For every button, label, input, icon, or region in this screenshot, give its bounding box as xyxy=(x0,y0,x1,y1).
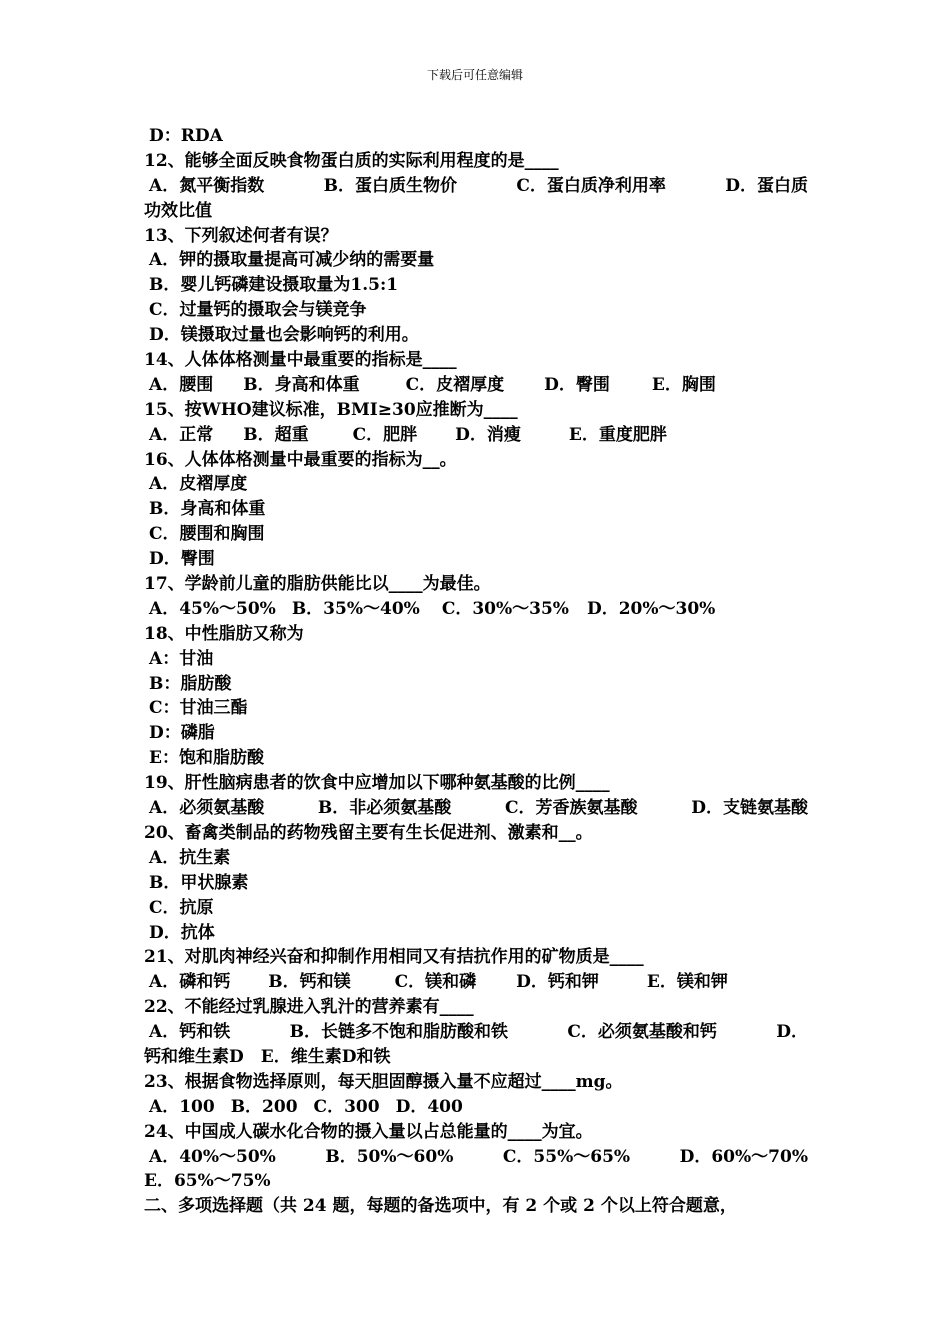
answer-option: B．钙和镁 xyxy=(268,972,351,993)
text-line: 20、畜禽类制品的药物残留主要有生长促进剂、激素和__。 xyxy=(144,822,593,843)
answer-option: A．腰围 xyxy=(149,374,214,395)
answer-option: D．支链氨基酸 xyxy=(691,798,808,819)
answer-option: B．蛋白质生物价 xyxy=(323,175,457,196)
answer-option: C．蛋白质净利用率 xyxy=(516,175,666,196)
answer-option: B．200 xyxy=(230,1096,298,1117)
answer-option: B．35%～40% xyxy=(291,598,420,619)
text-line: B．婴儿钙磷建设摄取量为1.5:1 xyxy=(149,275,399,296)
document-body xyxy=(144,124,808,1219)
text-line: A：甘油 xyxy=(149,648,214,669)
answer-option: E．胸围 xyxy=(651,374,716,395)
answer-option: A．必须氨基酸 xyxy=(149,798,265,819)
text-line: 15、按WHO建议标准，BMI≥30应推断为____ xyxy=(144,399,518,420)
text-line: E．65%～75% xyxy=(144,1171,271,1192)
text-line: B：脂肪酸 xyxy=(149,673,232,694)
answer-option: C．芳香族氨基酸 xyxy=(504,798,638,819)
option-row xyxy=(144,1095,808,1120)
option-row xyxy=(144,1145,808,1170)
text-line: C．过量钙的摄取会与镁竞争 xyxy=(149,300,367,321)
answer-option: B．长链多不饱和脂肪酸和铁 xyxy=(289,1022,508,1043)
text-line: C：甘油三酯 xyxy=(149,698,248,719)
text-line: A．抗生素 xyxy=(149,847,231,868)
answer-option: C．必须氨基酸和钙 xyxy=(567,1022,717,1043)
option-row xyxy=(144,423,808,448)
text-line: 14、人体体格测量中最重要的指标是____ xyxy=(144,350,457,371)
answer-option: D．消瘦 xyxy=(455,424,521,445)
answer-option: D．臀围 xyxy=(544,374,610,395)
text-line: B．甲状腺素 xyxy=(149,872,249,893)
option-row xyxy=(144,373,808,398)
answer-option: A．氮平衡指数 xyxy=(149,175,265,196)
text-line: C．抗原 xyxy=(149,897,214,918)
text-line: 24、中国成人碳水化合物的摄入量以占总能量的____为宜。 xyxy=(144,1121,593,1142)
answer-option: A．正常 xyxy=(149,424,214,445)
answer-option: A．45%～50% xyxy=(149,598,276,619)
answer-option: A．磷和钙 xyxy=(149,972,231,993)
answer-option: C．300 xyxy=(313,1096,380,1117)
text-line: 钙和维生素D E．维生素D和铁 xyxy=(144,1046,391,1067)
text-line: 13、下列叙述何者有误？ xyxy=(144,225,338,246)
text-line: 18、中性脂肪又称为 xyxy=(144,623,304,644)
answer-option: A．40%～50% xyxy=(149,1146,276,1167)
answer-option: D． xyxy=(776,1022,808,1043)
text-line: D．抗体 xyxy=(149,922,215,943)
answer-option: A．100 xyxy=(149,1096,215,1117)
text-line: D．臀围 xyxy=(149,549,215,570)
answer-option: B．超重 xyxy=(243,424,309,445)
text-line: A．皮褶厚度 xyxy=(149,474,248,495)
answer-option: C．55%～65% xyxy=(502,1146,631,1167)
text-line: E：饱和脂肪酸 xyxy=(149,748,264,769)
text-line: D：RDA xyxy=(149,126,223,146)
option-row xyxy=(144,1020,808,1045)
answer-option: D．20%～30% xyxy=(586,598,716,619)
text-line: D：磷脂 xyxy=(149,723,215,744)
text-line: 19、肝性脑病患者的饮食中应增加以下哪种氨基酸的比例____ xyxy=(144,773,610,794)
answer-option: E．镁和钾 xyxy=(646,972,728,993)
answer-option: D．蛋白质 xyxy=(725,175,808,196)
option-row xyxy=(144,796,808,821)
text-line: C．腰围和胸围 xyxy=(149,524,265,545)
text-line: 21、对肌肉神经兴奋和抑制作用相同又有拮抗作用的矿物质是____ xyxy=(144,947,644,968)
answer-option: D．400 xyxy=(395,1096,463,1117)
answer-option: B．非必须氨基酸 xyxy=(317,798,452,819)
answer-option: C．皮褶厚度 xyxy=(405,374,505,395)
answer-option: B．身高和体重 xyxy=(243,374,360,395)
answer-option: C．肥胖 xyxy=(352,424,418,445)
answer-option: C．30%～35% xyxy=(441,598,569,619)
option-row xyxy=(144,597,808,622)
text-line: A．钾的摄取量提高可减少纳的需要量 xyxy=(149,250,435,271)
option-row xyxy=(144,970,808,995)
text-line: 16、人体体格测量中最重要的指标为__。 xyxy=(144,449,457,470)
text-line: B．身高和体重 xyxy=(149,499,266,520)
text-line: 12、能够全面反映食物蛋白质的实际利用程度的是____ xyxy=(144,150,559,171)
answer-option: E．重度肥胖 xyxy=(568,424,667,445)
text-line: 23、根据食物选择原则，每天胆固醇摄入量不应超过____mg。 xyxy=(144,1071,623,1092)
answer-option: B．50%～60% xyxy=(325,1146,454,1167)
text-line: 功效比值 xyxy=(144,200,212,221)
answer-option: C．镁和磷 xyxy=(394,972,477,993)
answer-option: A．钙和铁 xyxy=(149,1022,231,1043)
text-line: 17、学龄前儿童的脂肪供能比以____为最佳。 xyxy=(144,574,491,595)
answer-option: D．60%～70% xyxy=(679,1146,808,1167)
text-line: 22、不能经过乳腺进入乳汁的营养素有____ xyxy=(144,997,474,1018)
text-line: 二、多项选择题（共 24 题，每题的备选项中，有 2 个或 2 个以上符合题意， xyxy=(144,1196,737,1217)
page-header: 下载后可任意编辑 xyxy=(426,68,523,82)
answer-option: D．钙和钾 xyxy=(516,972,599,993)
text-line: D．镁摄取过量也会影响钙的利用。 xyxy=(149,325,419,346)
option-row xyxy=(144,174,808,199)
